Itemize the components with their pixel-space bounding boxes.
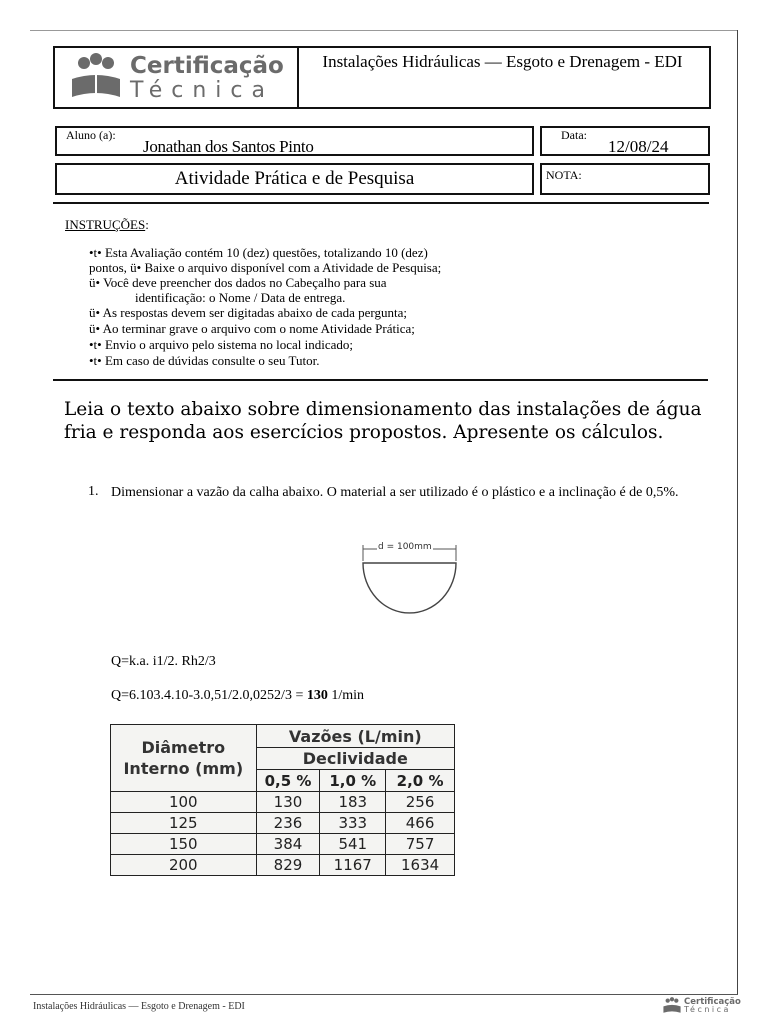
student-label: Aluno (a): bbox=[66, 128, 116, 142]
table-cell: 1167 bbox=[320, 855, 386, 876]
logo-word-tecnica: Técnica bbox=[130, 77, 274, 103]
page-top-edge bbox=[30, 30, 738, 31]
gutter-diameter-label: d = 100mm bbox=[378, 542, 432, 552]
table-cell: 541 bbox=[320, 834, 386, 855]
flow-group-header: Vazões (L/min) bbox=[256, 725, 454, 748]
table-cell: 183 bbox=[320, 792, 386, 813]
table-cell: 150 bbox=[111, 834, 257, 855]
course-title: Instalações Hidráulicas — Esgoto e Drenagem - EDI bbox=[322, 52, 683, 71]
instruction-line: ü• As respostas devem ser digitadas abaixo de cada pergunta; bbox=[89, 305, 408, 320]
instruction-line: pontos, ü• Baixe o arquivo disponível com a Atividade de Pesquisa; bbox=[89, 260, 442, 275]
footer-logo bbox=[662, 997, 741, 1015]
logo-people-icon bbox=[68, 53, 124, 103]
col-diameter-header: Diâmetro Interno (mm) bbox=[111, 725, 257, 792]
date-label: Data: bbox=[561, 128, 587, 142]
table-row bbox=[111, 855, 455, 876]
instructions-bottom-rule bbox=[53, 379, 708, 381]
page-right-edge bbox=[737, 30, 738, 995]
footer-logo-word1: Certificação bbox=[684, 996, 741, 1007]
table-row bbox=[111, 813, 455, 834]
date-value: 12/08/24 bbox=[608, 137, 669, 156]
header-bottom-rule bbox=[53, 202, 709, 204]
question-number: 1. bbox=[88, 484, 99, 499]
table-cell: 333 bbox=[320, 813, 386, 834]
gutter-section-figure bbox=[358, 543, 462, 618]
instruction-line: ü• Ao terminar grave o arquivo com o nome Atividade Prática; bbox=[89, 321, 415, 336]
instruction-line: identificação: o Nome / Data de entrega. bbox=[135, 290, 346, 305]
activity-title: Atividade Prática e de Pesquisa bbox=[174, 168, 415, 189]
table-cell: 466 bbox=[386, 813, 455, 834]
intro-paragraph: Leia o texto abaixo sobre dimensionamento das instalações de água fria e responda aos esercícios propostos. Apresente os cálculos. bbox=[64, 399, 702, 443]
table-cell: 757 bbox=[386, 834, 455, 855]
header-logo bbox=[68, 52, 290, 104]
table-cell: 384 bbox=[256, 834, 320, 855]
footer-logo-people-icon bbox=[662, 997, 682, 1015]
table-row bbox=[111, 792, 455, 813]
table-cell: 256 bbox=[386, 792, 455, 813]
instruction-line: •t• Esta Avaliação contém 10 (dez) questões, totalizando 10 (dez) bbox=[89, 245, 428, 260]
slope-header: 1,0 % bbox=[320, 770, 386, 792]
formula: Q=k.a. i1/2. Rh2/3 bbox=[111, 654, 216, 669]
table-cell: 1634 bbox=[386, 855, 455, 876]
footer-rule bbox=[30, 994, 738, 995]
student-name: Jonathan dos Santos Pinto bbox=[143, 137, 314, 156]
table-cell: 125 bbox=[111, 813, 257, 834]
flow-table bbox=[110, 724, 455, 876]
slope-header: 2,0 % bbox=[386, 770, 455, 792]
instruction-line: •t• Em caso de dúvidas consulte o seu Tutor. bbox=[89, 353, 320, 368]
table-cell: 236 bbox=[256, 813, 320, 834]
calculation-result: 130 bbox=[306, 688, 328, 703]
footer-text: Instalações Hidráulicas — Esgoto e Drenagem - EDI bbox=[33, 1001, 245, 1012]
table-row bbox=[111, 834, 455, 855]
calculation: Q=6.103.4.10-3.0,51/2.0,0252/3 = 130 1/min bbox=[111, 688, 365, 703]
instruction-line: •t• Envio o arquivo pelo sistema no local indicado; bbox=[89, 337, 353, 352]
grade-label: NOTA: bbox=[546, 168, 582, 182]
slope-group-header: Declividade bbox=[256, 748, 454, 770]
table-cell: 200 bbox=[111, 855, 257, 876]
header-divider bbox=[297, 47, 299, 108]
table-cell: 130 bbox=[256, 792, 320, 813]
question-text: Dimensionar a vazão da calha abaixo. O material a ser utilizado é o plástico e a inclinação é de 0,5%. bbox=[111, 485, 679, 500]
slope-header: 0,5 % bbox=[256, 770, 320, 792]
table-cell: 100 bbox=[111, 792, 257, 813]
table-cell: 829 bbox=[256, 855, 320, 876]
instruction-line: ü• Você deve preencher dos dados no Cabeçalho para sua bbox=[89, 275, 387, 290]
instructions-heading: INSTRUÇÕES: bbox=[65, 217, 149, 232]
logo-word-certificacao: Certificação bbox=[130, 52, 284, 79]
footer-logo-word2: Técnica bbox=[684, 1005, 731, 1015]
